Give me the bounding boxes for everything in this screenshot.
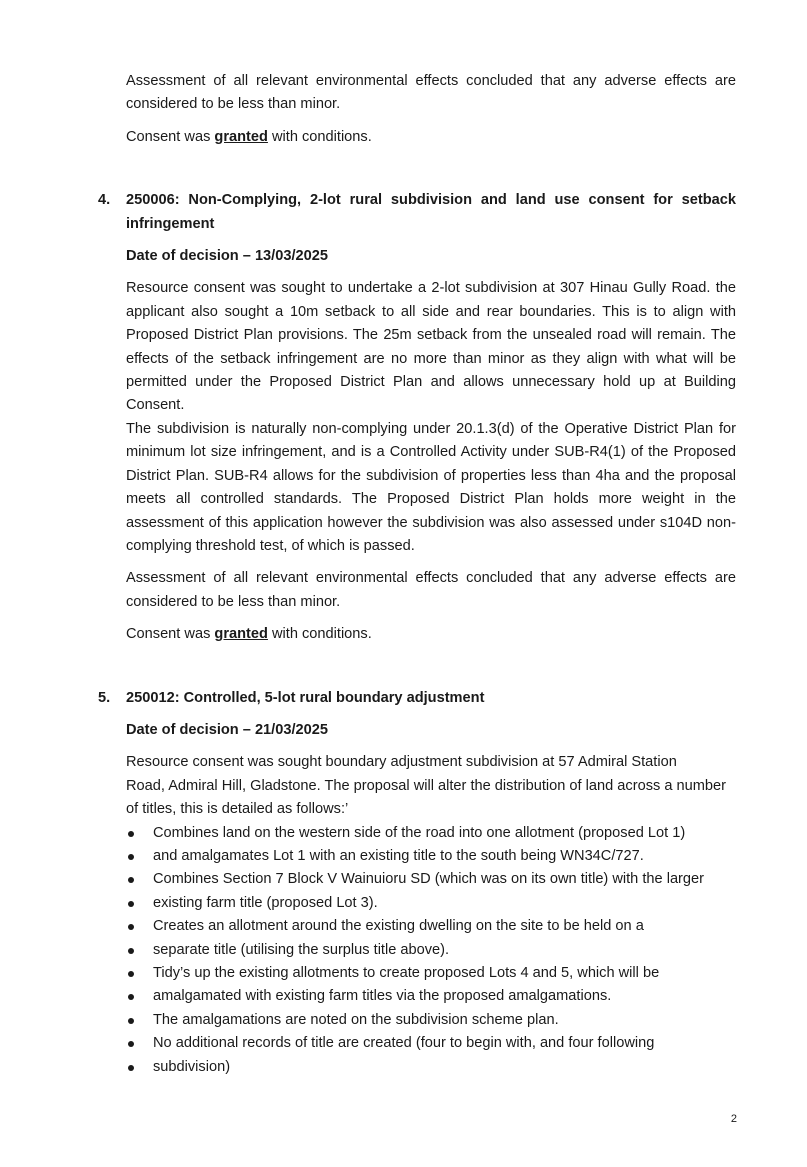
section-5-intro-line: Road, Admiral Hill, Gladstone. The proposal will alter the distribution of land across a number [126,777,726,794]
section-4-heading [98,189,736,236]
section-4-paragraph-1: Resource consent was sought to undertake a 2-lot subdivision at 307 Hinau Gully Road. the applicant also sought a 10m setback to all side and rear boundaries. This is to align with Proposed District Plan provisions. The 25m setback from the unsealed road will remain. The effects of the setback infringement are no more than minor as they align with what will be permitted under the Proposed District Plan and allows unnecessary hold up at Building Consent. [126,280,736,414]
section-4-title: 250006: Non-Complying, 2-lot rural subdivision and land use consent for setback infringement [126,192,736,232]
bullet-icon [128,831,134,837]
bullet-item [126,915,736,938]
bullet-item [126,1032,736,1055]
intro-consent-suffix: with conditions. [267,128,372,145]
bullet-item [126,962,736,985]
bullet-icon [128,924,134,930]
bullet-icon [128,994,134,1000]
section-4-consent-suffix: with conditions. [267,626,372,643]
section-5-number: 5. [98,689,111,706]
bullet-item [126,868,736,891]
bullet-item [126,1056,736,1079]
bullet-text: existing farm title (proposed Lot 3). [153,894,378,911]
section-5-bullet-list [126,822,736,1079]
bullet-icon [128,948,134,954]
section-4-number: 4. [98,192,111,209]
bullet-item [126,822,736,845]
intro-consent-prefix: Consent was [126,128,215,145]
section-5-heading [98,687,736,710]
bullet-icon [128,1065,134,1071]
bullet-icon [128,901,134,907]
bullet-item [126,845,736,868]
section-4-decision-date: Date of decision – 13/03/2025 [126,248,328,265]
bullet-text: Combines Section 7 Block V Wainuioru SD (which was on its own title) with the larger [153,871,705,888]
bullet-text: and amalgamates Lot 1 with an existing title to the south being WN34C/727. [153,847,644,864]
section-4-consent-statement [126,623,736,646]
section-5-title: 250012: Controlled, 5-lot rural boundary adjustment [126,689,485,706]
bullet-text: separate title (utilising the surplus title above). [153,941,450,958]
bullet-text: The amalgamations are noted on the subdivision scheme plan. [153,1011,559,1028]
section-5-decision-date: Date of decision – 21/03/2025 [126,721,328,738]
bullet-icon [128,1018,134,1024]
intro-assessment-paragraph: Assessment of all relevant environmental effects concluded that any adverse effects are considered to be less than minor. [126,73,736,113]
section-4-assessment-paragraph: Assessment of all relevant environmental effects concluded that any adverse effects are considered to be less than minor. [126,570,736,610]
bullet-text: amalgamated with existing farm titles via the proposed amalgamations. [153,988,612,1005]
section-4-consent-granted: granted [214,626,268,643]
section-5-intro-line: Resource consent was sought boundary adjustment subdivision at 57 Admiral Station [126,754,677,771]
section-5-intro-line: of titles, this is detailed as follows:’ [126,801,349,818]
bullet-text: subdivision) [153,1058,231,1075]
bullet-icon [128,877,134,883]
bullet-item [126,892,736,915]
bullet-icon [128,971,134,977]
bullet-text: No additional records of title are created (four to begin with, and four following [153,1035,655,1052]
page-content [98,70,736,1079]
bullet-text: Tidy’s up the existing allotments to create proposed Lots 4 and 5, which will be [153,965,660,981]
bullet-icon [128,1041,134,1047]
section-4-paragraph-2: The subdivision is naturally non-complying under 20.1.3(d) of the Operative District Plan for minimum lot size infringement, and is a Controlled Activity under SUB-R4(1) of the Proposed District Plan. SUB-R4 allows for the subdivision of properties less than 4ha and the proposal meets all controlled standards. The Proposed District Plan holds more weight in the assessment of this application however the subdivision was also assessed under s104D non-complying threshold test, of which is passed. [126,420,736,554]
bullet-text: Creates an allotment around the existing dwelling on the site to be held on a [153,918,644,935]
bullet-icon [128,854,134,860]
bullet-item [126,939,736,962]
intro-consent-statement [126,126,736,149]
section-5-intro [126,751,736,821]
intro-consent-granted: granted [214,128,268,145]
section-4-consent-prefix: Consent was [126,626,215,643]
page-number: 2 [730,1113,737,1125]
bullet-text: Combines land on the western side of the road into one allotment (proposed Lot 1) [153,824,686,841]
bullet-item [126,985,736,1008]
bullet-item [126,1009,736,1032]
